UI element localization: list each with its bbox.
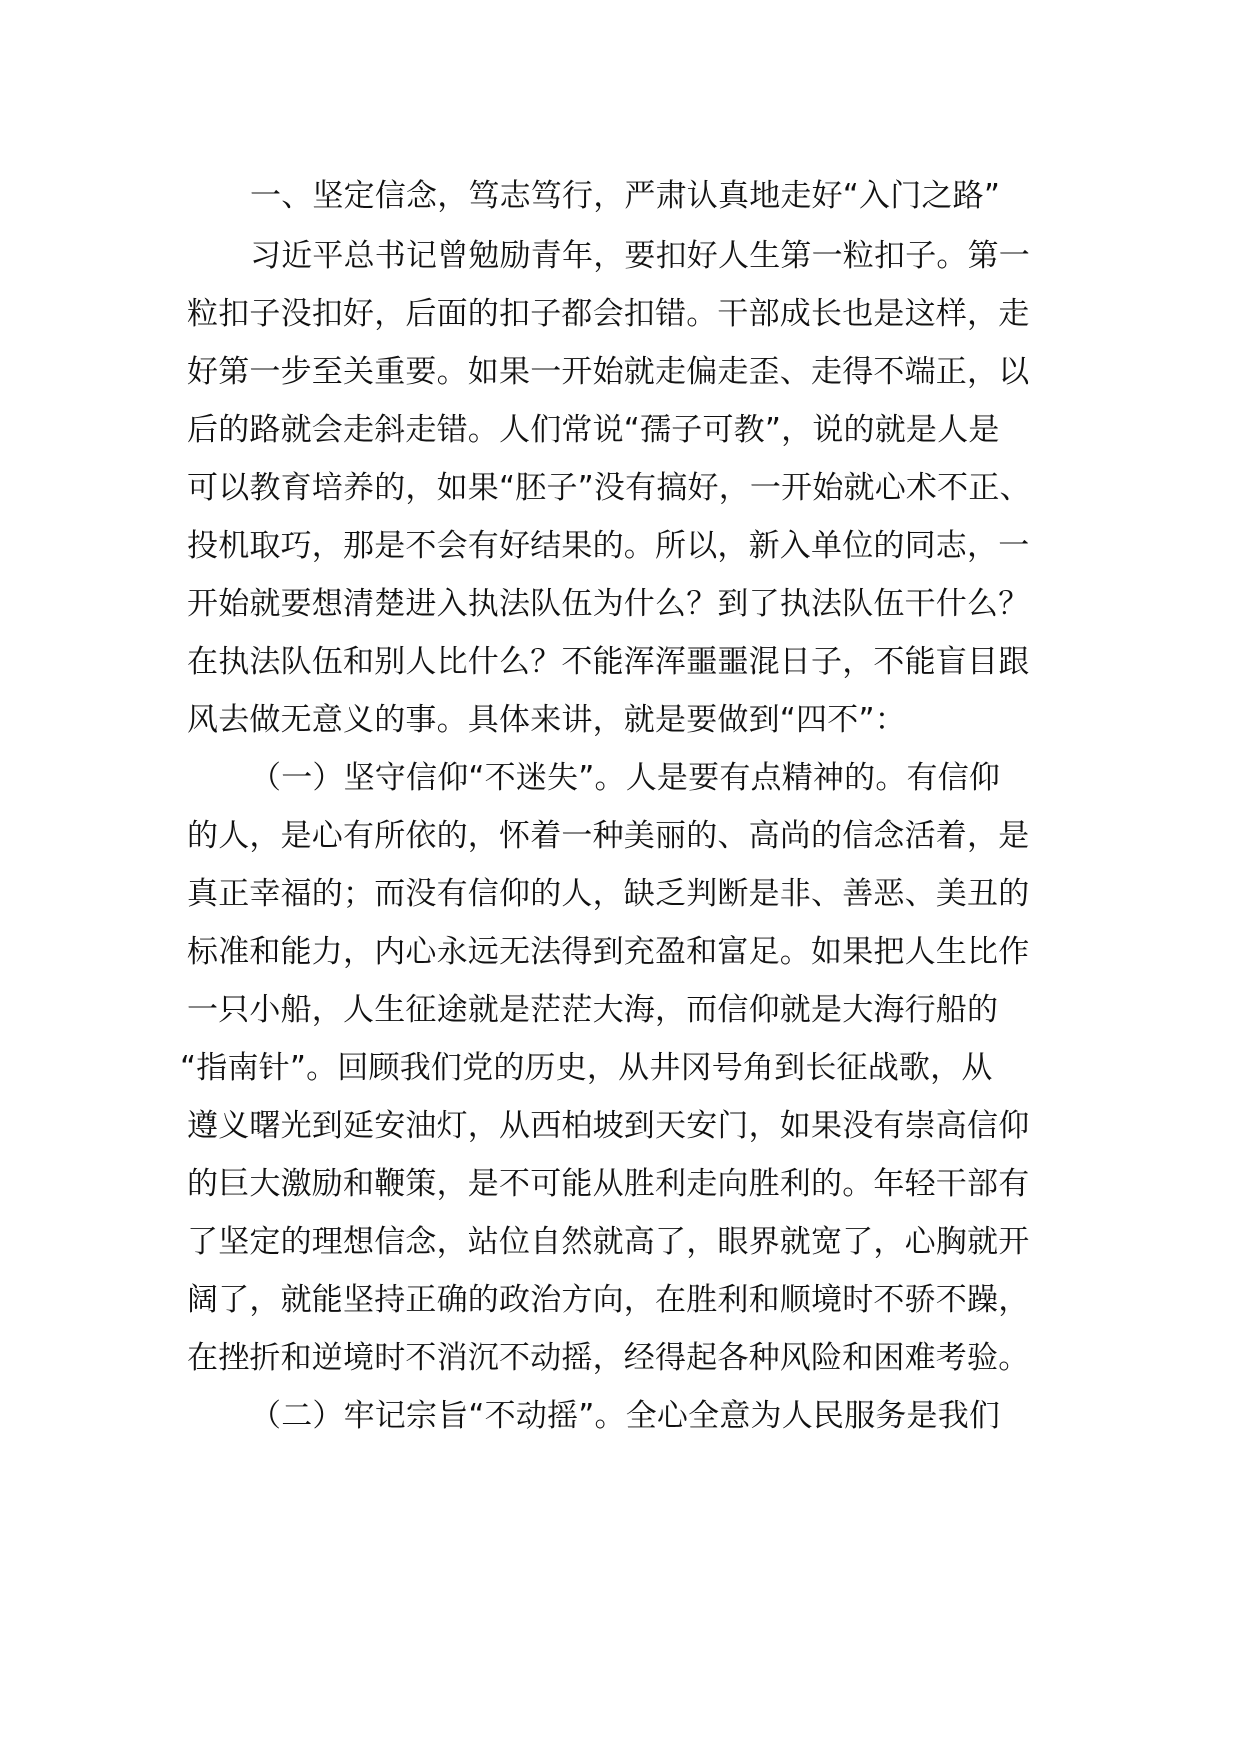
paragraph-line: 的巨大激励和鞭策，是不可能从胜利走向胜利的。年轻干部有 <box>187 1166 1030 1202</box>
paragraph-line: 一只小船，人生征途就是茫茫大海，而信仰就是大海行船的 <box>187 992 999 1028</box>
subsection-heading-line: （二）牢记宗旨“不动摇”。全心全意为人民服务是我们 <box>250 1398 1001 1434</box>
paragraph-line: 后的路就会走斜走错。人们常说“孺子可教”，说的就是人是 <box>187 412 1000 448</box>
paragraph-line: 风去做无意义的事。具体来讲，就是要做到“四不”： <box>187 702 906 738</box>
subsection-heading-line: （一）坚守信仰“不迷失”。人是要有点精神的。有信仰 <box>250 760 1001 796</box>
paragraph-line: 粒扣子没扣好，后面的扣子都会扣错。干部成长也是这样，走 <box>187 296 1030 332</box>
paragraph-line: 真正幸福的；而没有信仰的人，缺乏判断是非、善恶、美丑的 <box>187 876 1030 912</box>
paragraph-line: 投机取巧，那是不会有好结果的。所以，新入单位的同志，一 <box>187 528 1030 564</box>
paragraph-line: 在执法队伍和别人比什么？不能浑浑噩噩混日子，不能盲目跟 <box>187 644 1030 680</box>
paragraph-line: 了坚定的理想信念，站位自然就高了，眼界就宽了，心胸就开 <box>187 1224 1030 1260</box>
paragraph-line: 的人，是心有所依的，怀着一种美丽的、高尚的信念活着，是 <box>187 818 1030 854</box>
paragraph-line: 可以教育培养的，如果“胚子”没有搞好，一开始就心术不正、 <box>187 470 1031 506</box>
paragraph-line: 标准和能力，内心永远无法得到充盈和富足。如果把人生比作 <box>187 934 1030 970</box>
section-heading: 一、坚定信念，笃志笃行，严肃认真地走好“入门之路” <box>250 178 1001 214</box>
paragraph-line: “指南针”。回顾我们党的历史，从井冈号角到长征战歌，从 <box>180 1050 993 1086</box>
paragraph-line: 阔了，就能坚持正确的政治方向，在胜利和顺境时不骄不躁， <box>187 1282 1030 1318</box>
paragraph-line: 遵义曙光到延安油灯，从西柏坡到天安门，如果没有崇高信仰 <box>187 1108 1030 1144</box>
paragraph-line: 好第一步至关重要。如果一开始就走偏走歪、走得不端正，以 <box>187 354 1030 390</box>
paragraph-line: 习近平总书记曾勉励青年，要扣好人生第一粒扣子。第一 <box>250 238 1030 274</box>
paragraph-line: 开始就要想清楚进入执法队伍为什么？到了执法队伍干什么？ <box>187 586 1030 622</box>
paragraph-line: 在挫折和逆境时不消沉不动摇，经得起各种风险和困难考验。 <box>187 1340 1030 1376</box>
